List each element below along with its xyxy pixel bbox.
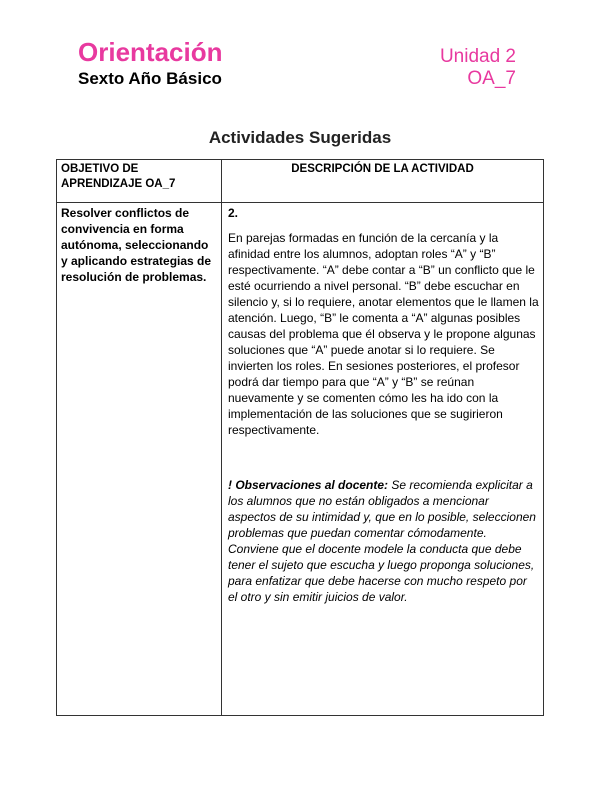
unit-label: Unidad 2 (439, 46, 516, 67)
table-header-row (57, 160, 544, 203)
section-title: Actividades Sugeridas (208, 128, 392, 147)
activity-description-cell (222, 203, 544, 716)
document-header-left (78, 38, 222, 90)
table-row (57, 203, 544, 716)
activity-text: En parejas formadas en función de la cercanía y la afinidad entre los alumnos, adoptan roles “A” y “B” respectivamente. “A” debe contar a “B” un conflicto que le esté ocurriendo a nivel personal. “B” debe escuchar en silencio y, si lo requiere, anotar elementos que le llamen la atención. Luego, “B” le comenta a “A” algunas posibles causas del problema que él observa y le propone algunas soluciones que “A” puede anotar si lo requiere. Se invierten los roles. En sesiones posteriores, el profesor podrá dar tiempo para que “A” y “B” se reúnan nuevamente y se comenten cómo les ha ido con la implementación de las soluciones que se sugirieron respectivamente. (228, 231, 539, 437)
observations-label: ! Observaciones al docente: (228, 478, 389, 492)
observations-text: Se recomienda explicitar a los alumnos que no están obligados a mencionar aspectos de su intimidad y, que en lo posible, seleccionen problemas que puedan comentar cómodamente. Conviene que el docente modele la conducta que debe tener el sujeto que escucha y luego proponga soluciones, para enfatizar que debe hacerse con mucho respeto por el otro y sin emitir juicios de valor. (228, 478, 536, 604)
activity-number: 2. (228, 206, 239, 220)
teacher-observations (228, 477, 539, 605)
grade-level: Sexto Año Básico (78, 69, 222, 88)
document-header-right (440, 46, 516, 90)
objective-column-header: OBJETIVO DE APRENDIZAJE OA_7 (57, 160, 222, 203)
description-column-header: DESCRIPCIÓN DE LA ACTIVIDAD (222, 160, 544, 203)
subject-title: Orientación (78, 37, 223, 67)
objective-code: OA_7 (467, 68, 516, 89)
activity-table (56, 159, 544, 716)
objective-text: Resolver conflictos de convivencia en forma autónoma, seleccionando y aplicando estrategias de resolución de problemas. (57, 203, 222, 716)
